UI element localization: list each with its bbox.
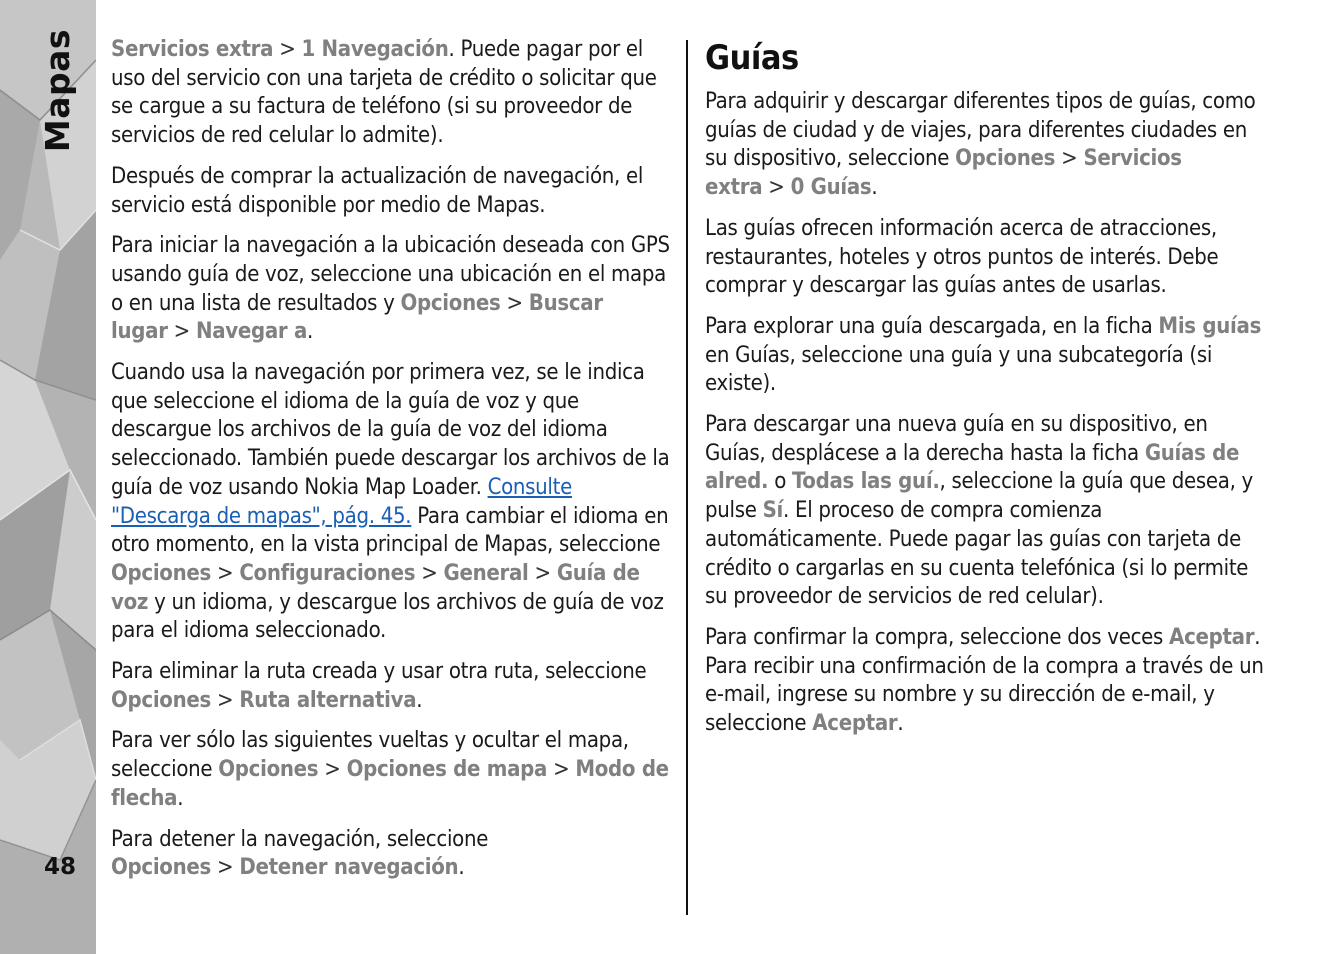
body-text: . [871,175,878,201]
paragraph [705,215,1271,301]
paragraph [705,88,1271,203]
path-separator: > [1061,146,1078,172]
menu-command: Mis guías [1158,313,1262,339]
menu-command: General [443,560,529,586]
right-column [705,36,1271,751]
body-text: Para ver sólo las siguientes vueltas y ocultar el mapa, seleccione [111,728,629,783]
body-text: . [416,687,423,713]
body-text: , seleccione la guía que desea, y pulse [705,469,1253,524]
paragraph [111,232,675,347]
body-text: . [897,711,904,737]
path-separator: > [324,757,341,783]
menu-command: Opciones [400,290,501,316]
paragraph [705,313,1271,399]
section-title: Mapas [38,28,78,153]
menu-command: Modo de flecha [111,757,669,811]
menu-command: Opciones de mapa [346,757,548,783]
body-text: Cuando usa la navegación por primera vez, se le indica que seleccione el idioma de la guía de voz y que descargue los archivos de la guía de voz del idioma seleccionado. También puede descargar los archivos de la guía de voz usando Nokia Map Loader. [111,360,670,500]
page-number: 48 [44,854,77,880]
path-separator: > [553,757,570,783]
path-separator: > [173,319,190,345]
body-text: . [177,785,184,811]
paragraph [111,163,675,220]
path-separator: > [217,687,234,713]
menu-command: Aceptar [812,711,898,737]
left-column [111,36,675,895]
sidebar-band [0,0,96,954]
menu-command: Opciones [111,687,212,713]
body-text: Para cambiar el idioma en otro momento, en la vista principal de Mapas, seleccione [111,503,669,558]
body-text: . [458,855,465,881]
path-separator: > [217,560,234,586]
menu-command: Todas las guí. [792,469,940,495]
menu-command: Buscar lugar [111,290,603,345]
paragraph [705,624,1271,739]
path-separator: > [768,175,785,201]
section-tab [30,28,86,153]
menu-command: Detener navegación [239,855,459,881]
section-heading: Guías [705,38,799,78]
menu-command: Opciones [111,855,212,881]
body-text: Para explorar una guía descargada, en la ficha [705,313,1159,339]
path-separator: > [506,290,523,316]
paragraph [111,359,675,646]
menu-command: Servicios extra [111,37,274,62]
path-separator: > [534,560,551,586]
menu-command: Servicios extra [705,146,1182,201]
body-text: y un idioma, y descargue los archivos de guía de voz para el idioma seleccionado. [111,589,664,644]
column-divider [686,40,688,915]
body-text: Para eliminar la ruta creada y usar otra ruta, seleccione [111,659,647,685]
path-separator: > [217,855,234,881]
body-text: Para iniciar la navegación a la ubicación deseada con GPS usando guía de voz, seleccione una ubicación en el mapa o en una lista de resultados y [111,233,670,316]
body-text: Para detener la navegación, seleccione [111,826,489,852]
menu-command: Opciones [111,560,212,586]
body-text: Las guías ofrecen información acerca de atracciones, restaurantes, hoteles y otros puntos de interés. Debe comprar y descargar las guías antes de usarlas. [705,215,1219,299]
body-text: . Para recibir una confirmación de la compra a través de un e-mail, ingrese su nombre y su dirección de e-mail, y seleccione [705,624,1264,737]
paragraph [111,727,675,813]
menu-command: Navegar a [195,319,308,345]
body-text: Para adquirir y descargar diferentes tipos de guías, como guías de ciudad y de viajes, para diferentes ciudades en su dispositivo, seleccione [705,89,1256,172]
body-text: o [768,469,792,495]
body-text: . Puede pagar por el uso del servicio con una tarjeta de crédito o solicitar que se cargue a su factura de teléfono (si su proveedor de servicios de red celular lo admite). [111,37,657,149]
body-text: Para descargar una nueva guía en su dispositivo, en Guías, desplácese a la derecha hasta la ficha [705,412,1208,466]
menu-command: Aceptar [1169,624,1255,650]
menu-command: 1 Navegación [301,37,449,62]
body-text: Para confirmar la compra, seleccione dos veces [705,624,1170,650]
body-text: . [307,319,314,345]
path-separator: > [421,560,438,586]
menu-command: Guía de voz [111,560,640,615]
cross-reference-link[interactable]: Consulte "Descarga de mapas", pág. 45. [111,474,572,529]
menu-command: Sí [762,498,784,524]
body-text: . El proceso de compra comienza automáticamente. Puede pagar las guías con tarjeta de crédito o cargarlas en su cuenta telefónica (si lo permite su proveedor de servicios de red celular). [705,498,1249,610]
paragraph [111,658,675,715]
paragraph [705,411,1271,612]
paragraph [111,36,675,151]
menu-command: 0 Guías [790,175,872,201]
menu-command: Opciones [218,757,319,783]
body-text: en Guías, seleccione una guía y una subcategoría (si existe). [705,342,1213,397]
paragraph [111,826,675,883]
menu-command: Opciones [955,146,1056,172]
menu-command: Ruta alternativa [239,687,417,713]
menu-command: Configuraciones [239,560,416,586]
body-text: Después de comprar la actualización de navegación, el servicio está disponible por medio de Mapas. [111,163,644,218]
menu-command: Guías de alred. [705,440,1240,495]
path-separator: > [279,37,296,62]
